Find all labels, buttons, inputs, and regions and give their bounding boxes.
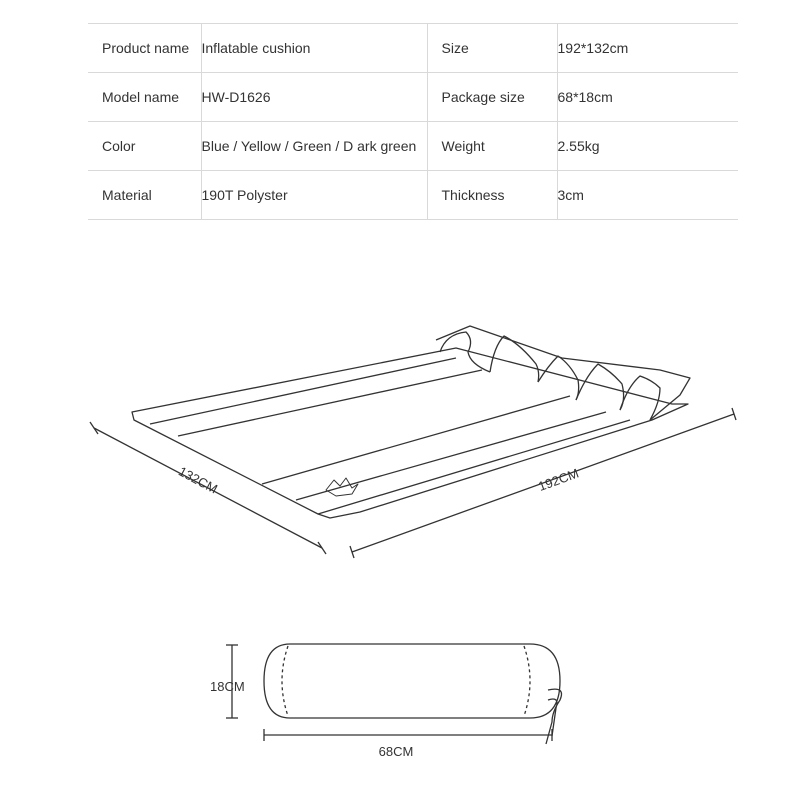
bag-outline <box>264 644 560 718</box>
spec-value: 3cm <box>557 171 738 220</box>
spec-value: 68*18cm <box>557 73 738 122</box>
spec-label: Package size <box>427 73 557 122</box>
mat-stripe <box>318 420 630 514</box>
dim-label-bag-height: 18CM <box>210 679 245 694</box>
pillow-tube <box>620 376 660 420</box>
spec-value: 2.55kg <box>557 122 738 171</box>
spec-label: Size <box>427 24 557 73</box>
mat-stripe <box>262 396 570 484</box>
dim-label-width: 132CM <box>176 463 221 497</box>
pillow-tube <box>576 364 624 410</box>
spec-value: 190T Polyster <box>201 171 427 220</box>
pillow-tube <box>436 326 690 420</box>
spec-label: Product name <box>88 24 201 73</box>
spec-label: Model name <box>88 73 201 122</box>
pillow-tube <box>440 332 490 372</box>
dim-label-bag-length: 68CM <box>378 744 414 759</box>
spec-label: Thickness <box>427 171 557 220</box>
spec-value: Inflatable cushion <box>201 24 427 73</box>
spec-label: Weight <box>427 122 557 171</box>
spec-value: 192*132cm <box>557 24 738 73</box>
mat-stripe <box>150 358 456 424</box>
bag-cord <box>546 689 562 744</box>
spec-label: Material <box>88 171 201 220</box>
spec-label: Color <box>88 122 201 171</box>
dim-label-length: 192CM <box>536 465 581 494</box>
spec-value: Blue / Yellow / Green / D ark green <box>201 122 427 171</box>
spec-value: HW-D1626 <box>201 73 427 122</box>
mat-stripe <box>178 370 482 436</box>
